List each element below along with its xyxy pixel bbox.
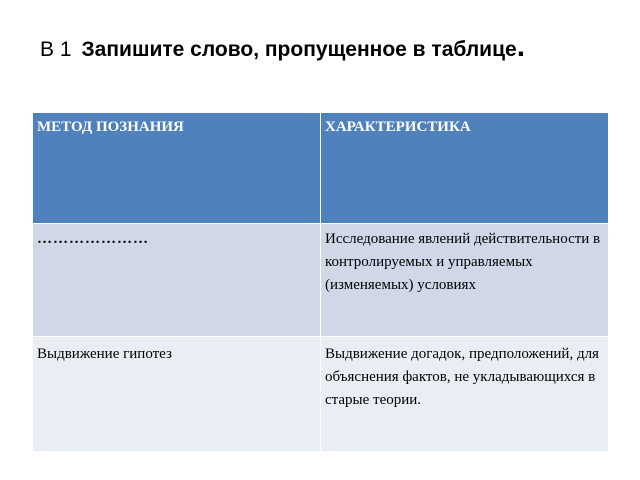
task-instruction: Запишите слово, пропущенное в таблице bbox=[81, 38, 517, 61]
method-cell: Выдвижение гипотез bbox=[33, 337, 321, 452]
characteristic-cell: Исследование явлений действительности в контролируемых и управляемых (изменяемых) условиях bbox=[321, 224, 609, 337]
page-title bbox=[40, 30, 526, 63]
characteristic-cell: Выдвижение догадок, предположений, для объяснения фактов, не укладывающихся в старые теории. bbox=[321, 337, 609, 452]
method-cell-blank: ………………… bbox=[33, 224, 321, 337]
methods-table bbox=[32, 112, 609, 452]
task-number: В 1 bbox=[40, 38, 72, 61]
table-row bbox=[33, 337, 609, 452]
title-period: . bbox=[516, 30, 526, 63]
header-characteristic: ХАРАКТЕРИСТИКА bbox=[321, 113, 609, 224]
table-header-row bbox=[33, 113, 609, 224]
header-method: МЕТОД ПОЗНАНИЯ bbox=[33, 113, 321, 224]
table-row bbox=[33, 224, 609, 337]
